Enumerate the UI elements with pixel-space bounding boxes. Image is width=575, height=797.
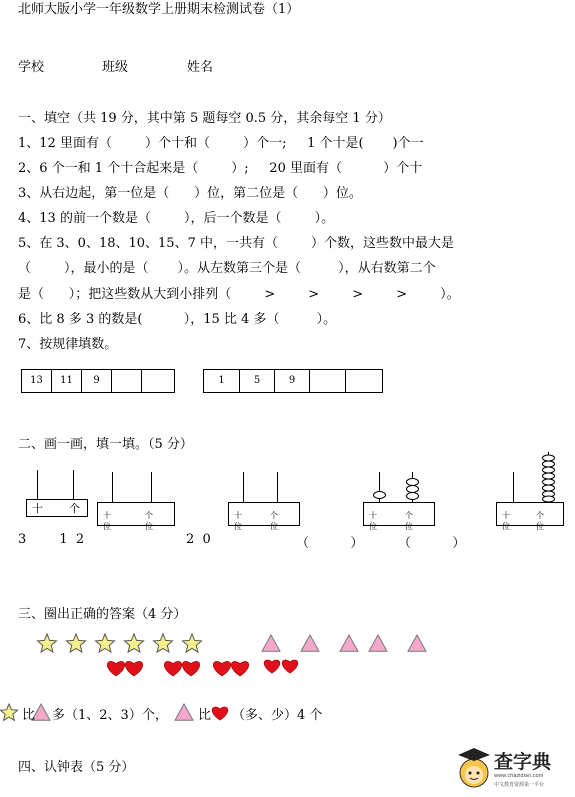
tens-place-label: 十位	[234, 511, 242, 531]
sequence-cell: 1	[204, 370, 240, 392]
heart-icon	[182, 661, 199, 676]
heart-icon	[125, 661, 142, 676]
sequence-cell[interactable]	[310, 370, 346, 392]
name-label: 姓名	[187, 60, 214, 75]
question-5-line3: 是（ ）；把这些数从大到小排列（ > > > > ）。	[18, 287, 460, 302]
heart-icon	[264, 660, 280, 673]
tens-place-label: 十位	[369, 511, 377, 531]
sequence-box-1	[21, 369, 175, 393]
sequence-cell[interactable]	[346, 370, 381, 392]
triangle-icon	[408, 635, 426, 651]
question-5-line1: 5、在 3、0、18、10、15、7 中，一共有（ ）个数，这些数中最大是	[18, 236, 455, 251]
star-icon	[183, 634, 202, 652]
star-icon	[154, 634, 173, 652]
abacus-tens-label: 十	[32, 502, 43, 515]
triangle-icon	[340, 635, 358, 651]
tens-place-label: 十位	[502, 511, 510, 531]
sequence-cell: 11	[52, 370, 82, 392]
abacus-answer-2: 2 0	[186, 532, 211, 547]
question-7: 7、按规律填数。	[18, 337, 118, 352]
sequence-cell: 9	[82, 370, 112, 392]
sequence-cell[interactable]	[112, 370, 142, 392]
heart-icon	[282, 660, 298, 673]
abacus-answer-3[interactable]: （ ）	[296, 536, 364, 551]
star-icon	[0, 704, 17, 720]
ones-place-label: 个位	[405, 511, 413, 531]
heart-icon	[231, 661, 248, 676]
sequence-cell[interactable]	[142, 370, 173, 392]
triangle-icon	[175, 704, 193, 720]
section1-heading: 一、填空（共 19 分，其中第 5 题每空 0.5 分，其余每空 1 分）	[18, 111, 391, 126]
question-3a-word: 比	[22, 708, 36, 723]
mascot-icon	[454, 745, 494, 791]
sequence-cell: 5	[240, 370, 275, 392]
heart-icon	[212, 707, 228, 720]
watermark-logo	[454, 743, 575, 797]
ones-place-label: 个位	[536, 511, 544, 531]
abacus-beads	[363, 472, 443, 502]
tens-place-label: 十位	[103, 511, 111, 531]
triangle-icon	[262, 635, 280, 651]
star-icon	[38, 634, 57, 652]
ones-place-label: 个位	[145, 511, 153, 531]
sequence-cell: 9	[275, 370, 310, 392]
question-6: 6、比 8 多 3 的数是( ），15 比 4 多（ ）。	[18, 312, 337, 327]
question-4: 4、13 的前一个数是（ ），后一个数是（ ）。	[18, 211, 335, 226]
class-label: 班级	[102, 60, 129, 75]
triangle-icon	[369, 635, 387, 651]
question-3: 3、从右边起，第一位是（ ）位，第二位是（ ）位。	[18, 186, 362, 201]
question-2: 2、6 个一和 1 个十合起来是（ ）; 20 里面有（ ）个十	[18, 161, 423, 176]
question-3a-text: 多（1、2、3）个，	[52, 708, 168, 723]
abacus-answer-1: 3 1 2	[18, 532, 85, 547]
sequence-cell: 13	[22, 370, 52, 392]
question-1: 1、12 里面有（ ）个十和（ ）个一; 1 个十是( )个一	[18, 136, 424, 151]
star-icon	[125, 634, 144, 652]
shapes-area	[0, 630, 575, 710]
ones-place-label: 个位	[270, 511, 278, 531]
heart-icon	[107, 661, 124, 676]
question-3b-word: 比	[198, 708, 212, 723]
abacus-ones-label: 个	[69, 502, 80, 515]
heart-icon	[164, 661, 181, 676]
abacus-beads	[496, 452, 575, 502]
heart-icon	[213, 661, 230, 676]
triangle-icon	[301, 635, 319, 651]
section2-heading: 二、画一画，填一填。（5 分）	[18, 437, 193, 452]
school-label: 学校	[18, 60, 45, 75]
sequence-box-2	[203, 369, 383, 393]
question-5-line2: （ ），最小的是（ ）。从左数第三个是（ ），从右数第二个	[18, 261, 436, 276]
watermark-tagline: 中文教育资源第一平台	[494, 782, 545, 788]
question-3b-text: （多、少）4 个	[232, 708, 323, 723]
section3-heading: 三、圈出正确的答案（4 分）	[18, 607, 187, 622]
page-title: 北师大版小学一年级数学上册期末检测试卷（1）	[18, 2, 300, 17]
abacus-answer-4[interactable]: （ ）	[398, 536, 466, 551]
watermark-brand: 查字典	[494, 751, 552, 773]
watermark-url: www.chazidian.com	[494, 773, 544, 779]
star-icon	[96, 634, 115, 652]
section4-heading: 四、认钟表（5 分）	[18, 760, 135, 775]
star-icon	[67, 634, 86, 652]
